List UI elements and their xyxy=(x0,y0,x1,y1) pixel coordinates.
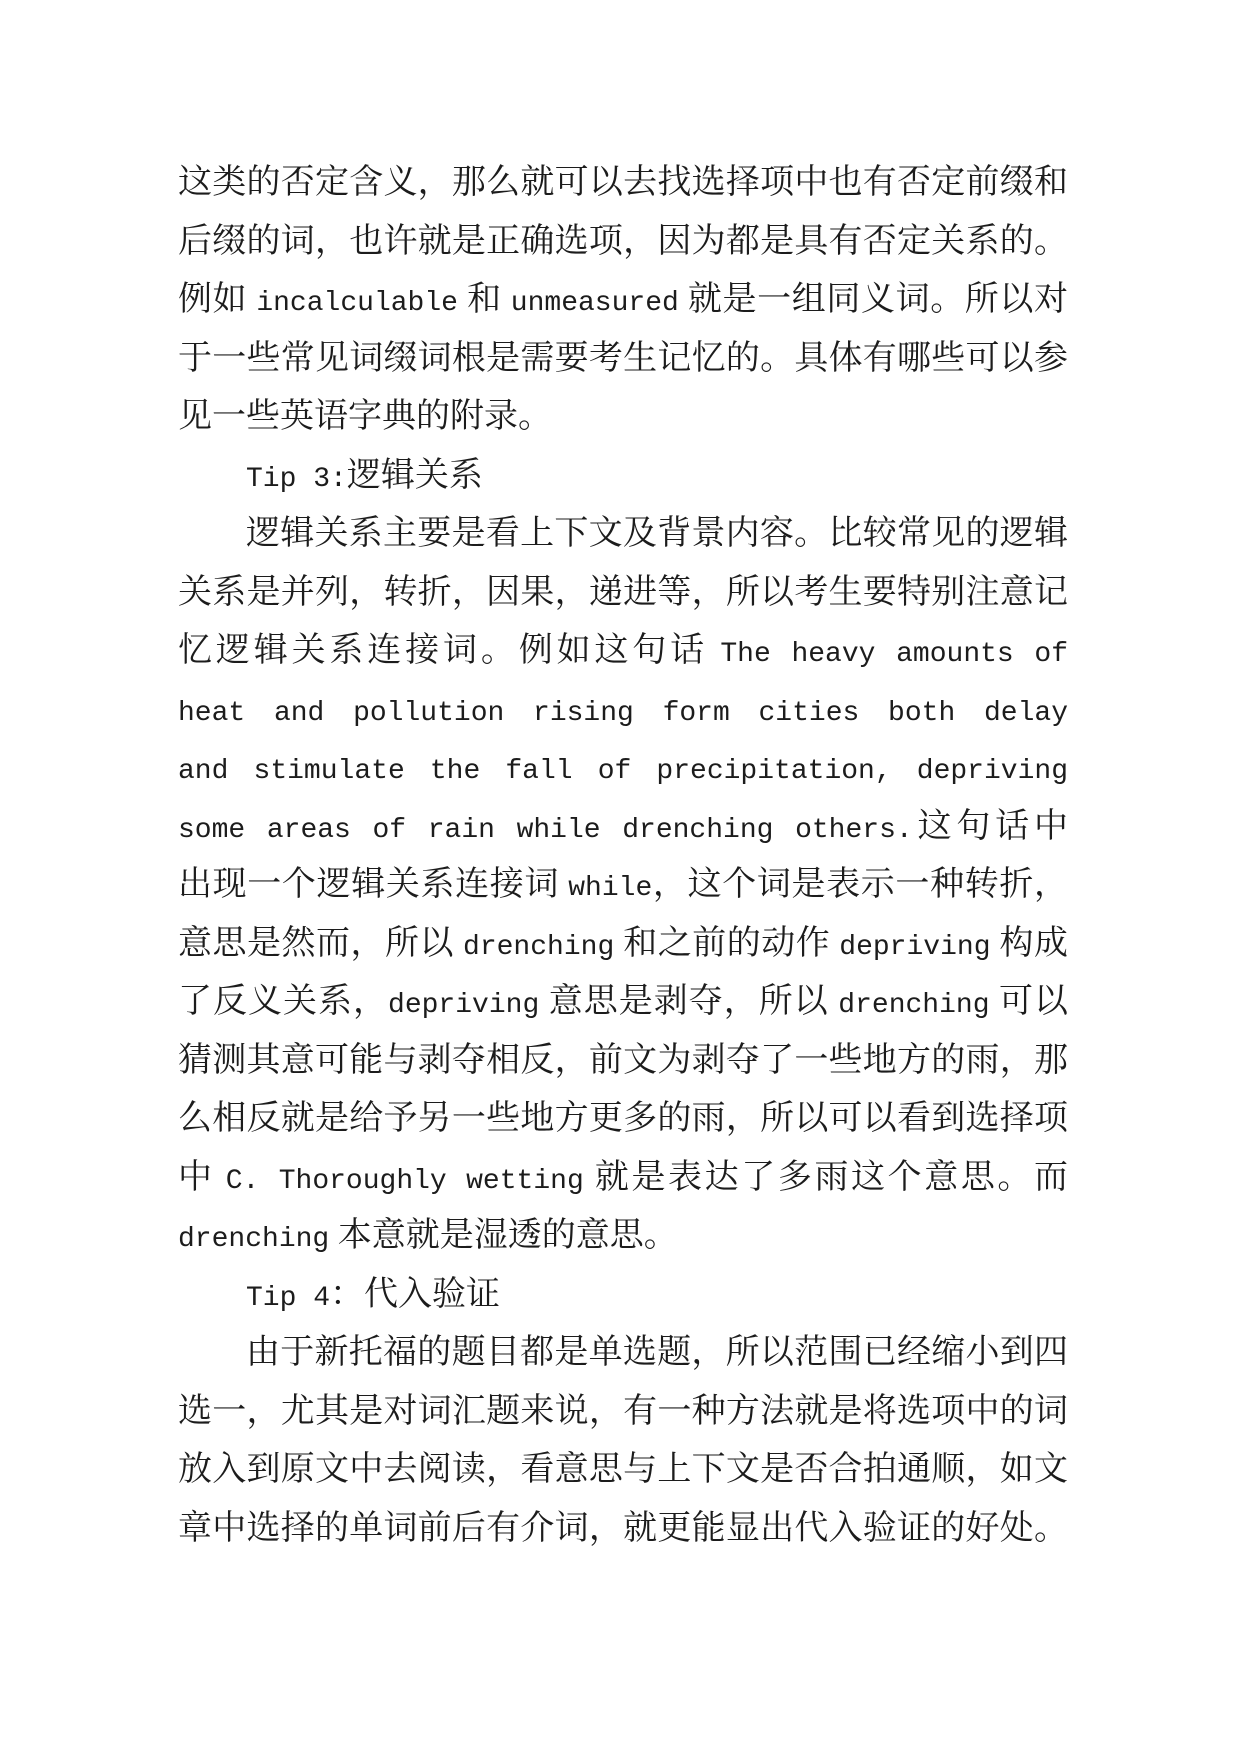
cjk-text-segment: 就是表达了多雨这个意思。而 xyxy=(583,1158,1068,1196)
text-line xyxy=(178,505,1068,564)
cjk-text-segment: ，这个词是表示一种转折， xyxy=(652,866,1068,903)
latin-text-segment: some areas of rain while drenching others. xyxy=(178,814,913,846)
latin-text-segment: The heavy amounts of xyxy=(720,639,1068,670)
cjk-text-segment: ：代入验证 xyxy=(330,1275,501,1313)
paragraph-logic-relation xyxy=(178,505,1068,1266)
cjk-text-segment: 逻辑关系 xyxy=(346,456,483,494)
text-line xyxy=(178,330,1068,389)
cjk-text-segment: 这句话中 xyxy=(912,807,1068,845)
cjk-text-segment: 于一些常见词缀词根是需要考生记忆的。具体有哪些可以参 xyxy=(178,339,1068,377)
text-line xyxy=(178,1207,1068,1266)
latin-text-segment: while xyxy=(568,873,653,904)
text-line xyxy=(178,1090,1068,1149)
text-line xyxy=(178,564,1068,623)
text-line xyxy=(178,915,1068,974)
latin-text-segment: and stimulate the fall of precipitation, depriving xyxy=(178,756,1068,787)
cjk-text-segment: 和之前的动作 xyxy=(614,924,840,962)
paragraph-word-affix xyxy=(178,154,1068,447)
cjk-text-segment: 关系是并列，转折，因果，递进等，所以考生要特别注意记 xyxy=(178,573,1068,611)
cjk-text-segment: 本意就是湿透的意思。 xyxy=(329,1217,678,1254)
text-line xyxy=(178,1500,1068,1559)
text-line xyxy=(178,856,1068,915)
latin-text-segment: drenching xyxy=(463,931,615,963)
text-line xyxy=(178,1441,1068,1500)
cjk-text-segment: 构成 xyxy=(990,924,1068,962)
cjk-text-segment: 意思是剥夺，所以 xyxy=(539,983,839,1020)
cjk-text-segment: 意思是然而，所以 xyxy=(178,924,464,962)
latin-text-segment: C. Thoroughly wetting xyxy=(225,1165,584,1197)
latin-text-segment: Tip 3: xyxy=(246,463,347,495)
latin-text-segment: drenching xyxy=(178,1224,330,1255)
cjk-text-segment: 中 xyxy=(178,1158,226,1196)
text-line xyxy=(178,681,1068,740)
heading-tip-3 xyxy=(178,447,1068,506)
cjk-text-segment: 后缀的词，也许就是正确选项，因为都是具有否定关系的。 xyxy=(178,222,1068,260)
cjk-text-segment: 章中选择的单词前后有介词，就更能显出代入验证的好处。 xyxy=(178,1509,1068,1547)
latin-text-segment: Tip 4 xyxy=(246,1282,331,1314)
cjk-text-segment: 由于新托福的题目都是单选题，所以范围已经缩小到四 xyxy=(246,1334,1068,1371)
latin-text-segment: unmeasured xyxy=(510,288,679,319)
cjk-text-segment: 么相反就是给予另一些地方更多的雨，所以可以看到选择项 xyxy=(178,1100,1068,1137)
cjk-text-segment: 就是一组同义词。所以对 xyxy=(678,281,1068,318)
paragraph-substitution-check xyxy=(178,1324,1068,1558)
text-line xyxy=(178,739,1068,798)
cjk-text-segment: 了反义关系， xyxy=(178,983,389,1020)
cjk-text-segment: 忆逻辑关系连接词。例如这句话 xyxy=(178,632,721,669)
text-line xyxy=(178,1149,1068,1208)
cjk-text-segment: 可以 xyxy=(989,983,1068,1020)
cjk-text-segment: 猜测其意可能与剥夺相反，前文为剥夺了一些地方的雨，那 xyxy=(178,1041,1068,1079)
text-block xyxy=(178,154,1068,1558)
cjk-text-segment: 放入到原文中去阅读，看意思与上下文是否合拍通顺，如文 xyxy=(178,1451,1068,1488)
text-line xyxy=(178,154,1068,213)
cjk-text-segment: 逻辑关系主要是看上下文及背景内容。比较常见的逻辑 xyxy=(246,515,1068,552)
text-line xyxy=(178,271,1068,330)
text-line xyxy=(178,973,1068,1032)
text-line xyxy=(178,213,1068,272)
cjk-text-segment: 出现一个逻辑关系连接词 xyxy=(178,866,569,903)
latin-text-segment: drenching xyxy=(838,990,990,1021)
latin-text-segment: depriving xyxy=(839,931,991,963)
text-line xyxy=(178,388,1068,447)
text-line xyxy=(178,1324,1068,1383)
latin-text-segment: heat and pollution rising form cities both delay xyxy=(178,697,1068,729)
cjk-text-segment: 选一，尤其是对词汇题来说，有一种方法就是将选项中的词 xyxy=(178,1392,1068,1430)
cjk-text-segment: 例如 xyxy=(178,281,257,318)
heading-tip-4 xyxy=(178,1266,1068,1325)
cjk-text-segment: 这类的否定含义，那么就可以去找选择项中也有否定前缀和 xyxy=(178,164,1068,201)
text-line xyxy=(178,622,1068,681)
cjk-text-segment: 和 xyxy=(457,281,511,318)
cjk-text-segment: 见一些英语字典的附录。 xyxy=(178,398,552,435)
latin-text-segment: incalculable xyxy=(256,288,458,319)
latin-text-segment: depriving xyxy=(388,990,540,1021)
text-line xyxy=(178,1032,1068,1091)
text-line xyxy=(178,798,1068,857)
text-line xyxy=(178,1383,1068,1442)
